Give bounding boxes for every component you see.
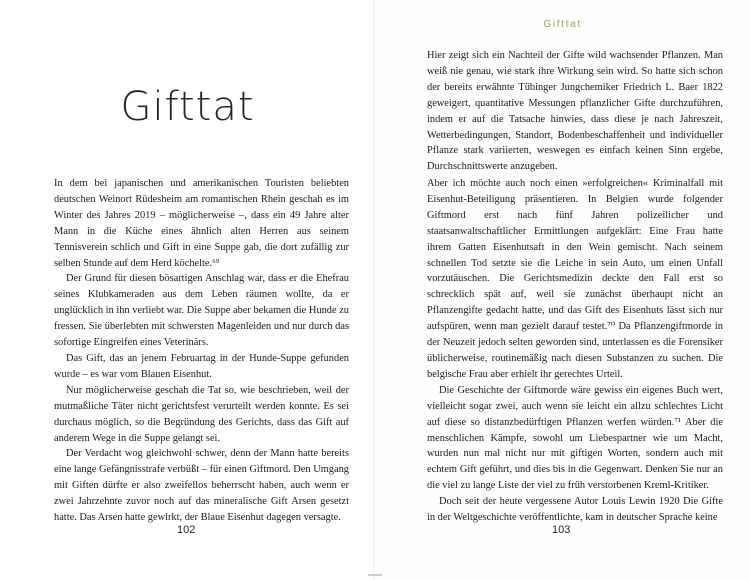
paragraph: Nur möglicherweise geschah die Tat so, wie beschrieben, weil der mutmaßliche Täter nicht gerichtsfest verurteilt werden konnte. Es sei durchaus möglich, so die Begründung des Gerichts, dass das Gift auf anderem Wege in die Suppe gelangt sei. [54,384,349,444]
page-number: 103 [552,524,571,536]
paragraph: Aber ich möchte auch noch einen »erfolgreichen« Kriminalfall mit Eisenhut-Beteiligung präsentieren. In Belgien wurde folgender Giftmord erst nach fünf Jahren polizeilicher und staatsanwaltschaftlicher Ermittlungen aufgeklärt: Eine Frau hatte ihrem Gatten Eisenhutsaft in den Wein gemischt. Nach seinem schnellen Tod setzte sie die Leiche in sein Auto, um einen Unfall vorzutäuschen. Die Gerichtsmedizin deckte den Fall erst so schrecklich spät auf, weil sie zunächst überhaupt nicht an Pflanzengifte gedacht hatte, und das Gift des Eisenhuts lässt sich nur aufspüren, wenn man gezielt darauf testet.⁷⁰ Da Pflanzengiftmorde in der Neuzeit jedoch selten geworden sind, unterlassen es die Forensiker üblicherweise, routinemäßig nach diesen Substanzen zu suchen. Die belgische Frau aber erhielt ihr gerechtes Urteil. [427,178,723,380]
right-body-text-top [427,48,723,175]
paragraph: Hier zeigt sich ein Nachteil der Gifte wild wachsender Pflanzen. Man weiß nie genau, wie stark ihre Wirkung sein wird. So hatte sich schon der bereits erwähnte Tübinger Jungchemiker Friedrich L. Baer 1822 geweigert, quantitative Messungen pflanzlicher Gifte durchzuführen, indem er auf die Tatsache hinwies, dass diese je nach Jahreszeit, Wetterbedingungen, Standort, Bodenbeschaffenheit und individueller Pflanze stark variierten, weswegen es einfach keinen Sinn ergebe, Durchschnittswerte anzugeben. [427,50,723,173]
paragraph: Die Geschichte der Giftmorde wäre gewiss ein eigenes Buch wert, vielleicht sogar zwei, auch wenn sie leicht ein allzu schlechtes Licht auf diese so distanzbedürftigen Pflanzen werfen würden.⁷¹ Aber die menschlichen Kämpfe, sowohl um Liebespartner wie um Macht, wurden nun mal nicht nur mit giftigen Worten, sondern auch mit echtem Gift geführt, und dies bis in die Gegenwart. Denken Sie nur an die viel zu lange Liste der viel zu früh verstorbenen Kreml-Kritiker. [427,384,723,492]
paragraph: In dem bei japanischen und amerikanischen Touristen beliebten deutschen Weinort Rüdesheim am romantischen Rhein geschah es im Winter des Jahres 2019 – möglicherweise –, dass ein 49 Jahre alter Mann in die Küche eines ähnlich alten Herren aus seinem Tennisverein schlich und Gift in eine Suppe gab, die dort zufällig zur selben Stunde auf dem Herd köchelte.⁶⁹ [54,178,349,269]
page-edge-mark [368,574,382,576]
running-head: Gifttat [543,18,582,30]
paragraph: Der Verdacht wog gleichwohl schwer, denn der Mann hatte bereits eine lange Gefängnisstrafe verbüßt – für einen Giftmord. Den Umgang mit Giften dürfte er also zweifellos beherrscht haben, auch wenn er zwei Jahrzehnte zuvor noch auf das mineralische Gift Arsen gesetzt hatte. Das Arsen hatte gewirkt, der Blaue Eisenhut dagegen versagte. [54,448,349,524]
right-page [375,0,750,580]
right-body-text-bottom [427,176,723,526]
left-body-text [54,176,349,526]
paragraph: Das Gift, das an jenem Februartag in der Hunde-Suppe gefunden wurde – es war vom Blauen Eisenhut. [54,352,349,380]
page-number: 102 [177,524,196,536]
paragraph: Der Grund für diesen bösartigen Anschlag war, dass er die Ehefrau seines Klubkameraden aus dem Leben räumen wollte, da er unglücklich in ihn verliebt war. Die Suppe aber bekamen die Hunde zu fressen. Sie überlebten mit schwersten Magenleiden und nur durch das sofortige Eingreifen eines Veterinärs. [54,273,349,349]
chapter-title: Gifttat [120,84,255,130]
paragraph: Doch seit der heute vergessene Autor Louis Lewin 1920 Die Gifte in der Weltgeschichte veröffentlichte, kam in deutscher Sprache keine [427,496,723,524]
